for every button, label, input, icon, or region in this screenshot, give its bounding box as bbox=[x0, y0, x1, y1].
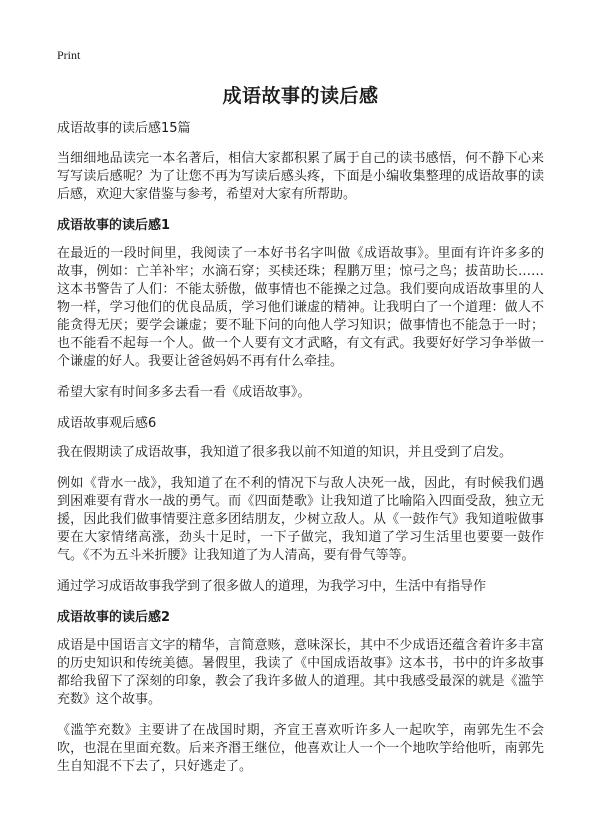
section-3-paragraph-2: 《滥竽充数》主要讲了在战国时期，齐宣王喜欢听许多人一起吹竽，南郭先生不会吹，也混在里面充数。后来齐湣王继位，他喜欢让人一个一个地吹竽给他听，南郭先生自知混不下去了，只好逃走了。 bbox=[57, 723, 544, 774]
document-subtitle: 成语故事的读后感15篇 bbox=[57, 121, 191, 136]
section-2-paragraph-2: 例如《背水一战》，我知道了在不利的情况下与敌人决死一战，因此，有时候我们遇到困难要有背水一战的勇气。而《四面楚歌》让我知道了比喻陷入四面受敌，独立无援，因此我们做事情要注意多团结朋友，少树立敌人。从《一鼓作气》我知道啦做事要在大家情绪高涨，劲头十足时，一下子做完，我知道了学习生活里也要要一鼓作气。《不为五斗米折腰》让我知道了为人清高，要有骨气等等。 bbox=[57, 476, 544, 563]
section-heading-2: 成语故事观后感6 bbox=[57, 416, 157, 431]
print-link[interactable]: Print bbox=[57, 48, 81, 62]
section-2-paragraph-3: 通过学习成语故事我学到了很多做人的道理，为我学习中，生活中有指导作 bbox=[57, 579, 487, 594]
intro-paragraph: 当细细地品读完一本名著后，相信大家都积累了属于自己的读书感悟，何不静下心来写写读后感呢？为了让您不再为写读后感头疼，下面是小编收集整理的成语故事的读后感，欢迎大家借鉴与参考，希望对大家有所帮助。 bbox=[57, 151, 544, 202]
section-1-paragraph-2: 希望大家有时间多多去看一看《成语故事》。 bbox=[57, 385, 311, 400]
section-heading-1: 成语故事的读后感1 bbox=[57, 218, 171, 233]
section-1-paragraph-1: 在最近的一段时间里，我阅读了一本好书名字叫做《成语故事》。里面有许许多多的故事，例如：亡羊补牢；水滴石穿；买椟还珠；程鹏万里；惊弓之鸟；拔苗助长……这本书警告了人们：不能太骄傲，做事情也不能操之过急。我们要向成语故事里的人物一样，学习他们的优良品质，学习他们谦虚的精神。让我明白了一个道理：做人不能贪得无厌；要学会谦虚；要不耻下问的向他人学习知识；做事情也不能急于一时；也不能看不起每一个人。做一个人要有文才武略，有文有武。我要好好学习争举做一个谦虚的好人。我要让爸爸妈妈不再有什么牵挂。 bbox=[57, 246, 544, 369]
section-3-paragraph-1: 成语是中国语言文字的精华，言简意赅，意味深长，其中不少成语还蕴含着许多丰富的历史知识和传统美德。暑假里，我读了《中国成语故事》这本书，书中的许多故事都给我留下了深刻的印象，教会了我许多做人的道理。其中我感受最深的就是《滥竽充数》这个故事。 bbox=[57, 638, 544, 707]
section-2-paragraph-1: 我在假期读了成语故事，我知道了很多我以前不知道的知识，并且受到了启发。 bbox=[57, 445, 513, 460]
section-heading-3: 成语故事的读后感2 bbox=[57, 610, 171, 625]
page-title: 成语故事的读后感 bbox=[222, 85, 379, 107]
